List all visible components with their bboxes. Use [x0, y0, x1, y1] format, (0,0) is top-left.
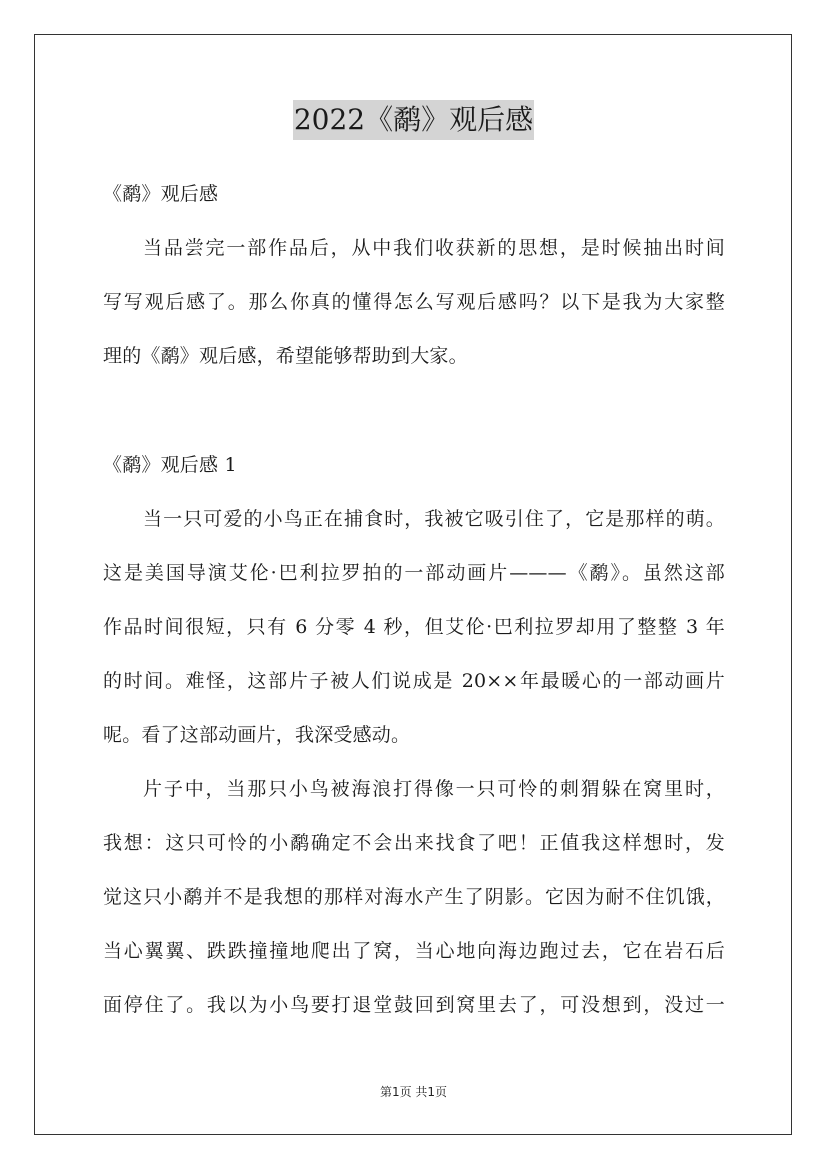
para2-line-5: 面停住了。我以为小鸟要打退堂鼓回到窝里去了，可没想到，没过一	[103, 994, 725, 1016]
para1-line-1: 当一只可爱的小鸟正在捕食时，我被它吸引住了，它是那样的萌。	[143, 508, 725, 530]
intro-line-2: 写写观后感了。那么你真的懂得怎么写观后感吗？以下是我为大家整	[103, 291, 725, 313]
document-title: 2022《鹬》观后感	[293, 100, 534, 140]
para1-line-2: 这是美国导演艾伦·巴利拉罗拍的一部动画片———《鹬》。虽然这部	[103, 562, 725, 584]
para2-line-3: 觉这只小鹬并不是我想的那样对海水产生了阴影。它因为耐不住饥饿，	[103, 886, 725, 908]
page-number-footer: 第1页 共1页	[379, 1085, 448, 1099]
para1-line-4: 的时间。难怪，这部片子被人们说成是 20××年最暖心的一部动画片	[103, 670, 725, 692]
section-heading: 《鹬》观后感 1	[103, 454, 237, 476]
para2-line-2: 我想：这只可怜的小鹬确定不会出来找食了吧！正值我这样想时，发	[103, 832, 725, 854]
para1-line-5: 呢。看了这部动画片，我深受感动。	[103, 724, 411, 746]
intro-line-3: 理的《鹬》观后感，希望能够帮助到大家。	[103, 345, 468, 367]
intro-line-1: 当品尝完一部作品后，从中我们收获新的思想，是时候抽出时间	[143, 237, 725, 259]
title-container	[0, 100, 827, 140]
para2-line-1: 片子中，当那只小鸟被海浪打得像一只可怜的刺猬躲在窝里时，	[143, 778, 725, 800]
para1-line-3: 作品时间很短，只有 6 分零 4 秒，但艾伦·巴利拉罗却用了整整 3 年	[103, 616, 725, 638]
para2-line-4: 当心翼翼、跌跌撞撞地爬出了窝，当心地向海边跑过去，它在岩石后	[103, 940, 725, 962]
subtitle: 《鹬》观后感	[103, 183, 219, 205]
